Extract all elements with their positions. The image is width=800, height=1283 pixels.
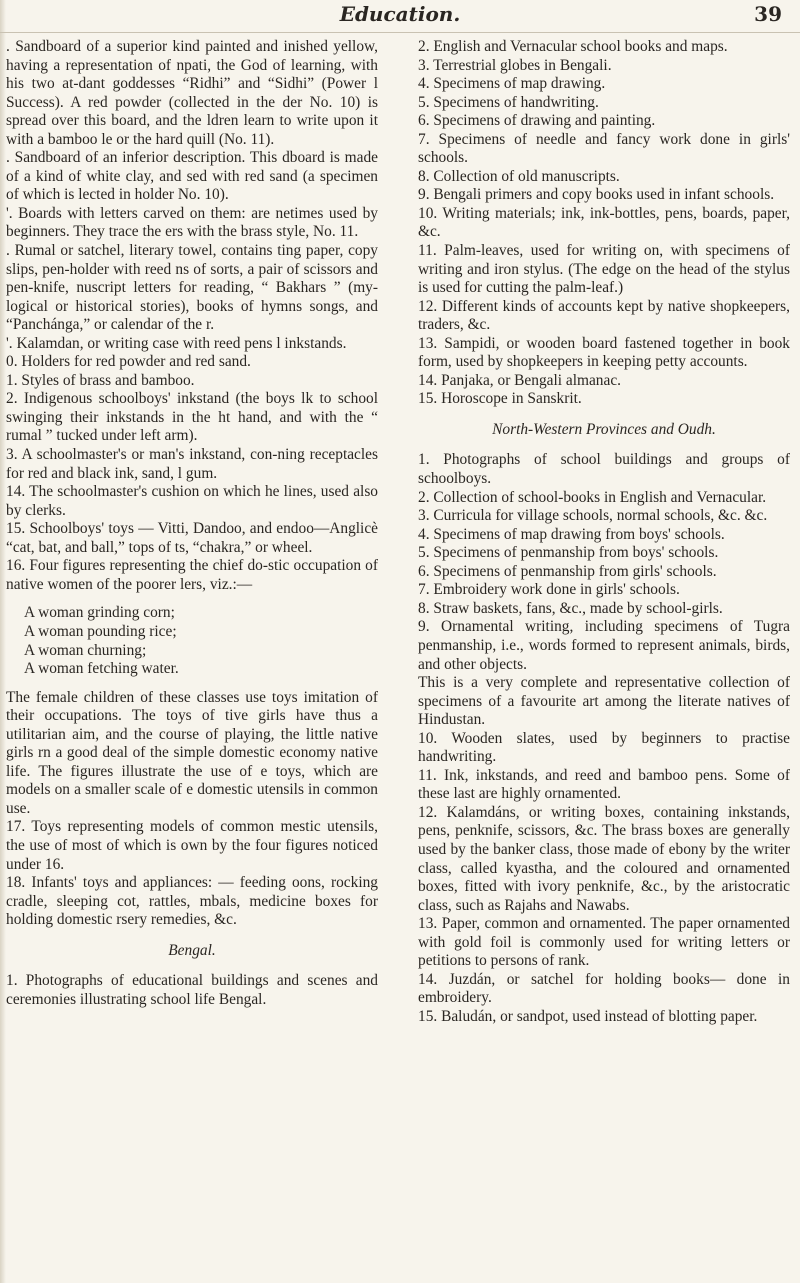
list-item: 7. Specimens of needle and fancy work done in girls' schools. (418, 130, 790, 167)
list-item: 12. Kalamdáns, or writing boxes, containing inkstands, pens, penknife, scissors, &c. The brass boxes are generally used by the banker class, those made of ebony by the writer class, called kyastha, and the coloured and ornamented boxes, fitted with ivory penknife, &c., by the aristocratic class, such as Rajahs and Nawabs. (418, 803, 790, 914)
list-item: 9. Ornamental writing, including specimens of Tugra penmanship, i.e., words formed to represent animals, birds, and other objects. (418, 618, 790, 673)
list-item: 8. Straw baskets, fans, &c., made by school-girls. (418, 599, 723, 617)
paragraph: . Sandboard of a superior kind painted and inished yellow, having a representation of npati, the God of learning, with his two at-dant goddesses “Ridhi” and “Sidhi” (Power l Success). A red powder (collected in the der No. 10) is spread over this board, and the ldren learn to write upon it with a bamboo le or the hard quill (No. 11). (6, 38, 378, 148)
list-item: 5. Specimens of penmanship from boys' schools. (418, 544, 719, 562)
paragraph: 15. Schoolboys' toys — Vitti, Dandoo, and endoo—Anglicè “cat, bat, and ball,” tops of ts, “chakra,” or wheel. (6, 520, 378, 556)
section-heading-bengal: Bengal. (168, 941, 216, 959)
figure-item: A woman pounding rice; (24, 622, 177, 640)
page-header (0, 0, 800, 33)
list-item: 11. Ink, inkstands, and reed and bamboo pens. Some of these last are highly ornamented. (418, 766, 790, 803)
paragraph: '. Kalamdan, or writing case with reed pens l inkstands. (6, 334, 347, 352)
page-number: 39 (754, 2, 782, 26)
list-item: 11. Palm-leaves, used for writing on, with specimens of writing and iron stylus. (The edge on the head of the stylus is used for cutting the palm-leaf.) (418, 242, 790, 297)
list-item: 10. Wooden slates, used by beginners to practise handwriting. (418, 729, 790, 766)
paragraph: 1. Styles of brass and bamboo. (6, 371, 195, 389)
figure-item: A woman grinding corn; (24, 604, 175, 622)
paragraph: 3. A schoolmaster's or man's inkstand, con-ning receptacles for red and black ink, sand, l gum. (6, 446, 378, 482)
list-item: This is a very complete and representative collection of specimens of a favourite art among the literate natives of Hindustan. (418, 674, 790, 729)
paragraph: 0. Holders for red powder and red sand. (6, 353, 251, 371)
list-item: 10. Writing materials; ink, ink-bottles, pens, boards, paper, &c. (418, 204, 790, 241)
list-item: 4. Specimens of map drawing from boys' schools. (418, 525, 725, 543)
paragraph: '. Boards with letters carved on them: are netimes used by beginners. They trace the ers with the brass style, No. 11. (6, 204, 378, 241)
list-item: 14. Juzdán, or satchel for holding books— done in embroidery. (418, 970, 790, 1007)
list-item: 3. Terrestrial globes in Bengali. (418, 56, 612, 74)
list-item: 4. Specimens of map drawing. (418, 75, 606, 93)
paragraph: 17. Toys representing models of common mestic utensils, the use of most of which is own by the four figures noticed under 16. (6, 818, 378, 873)
list-item: 6. Specimens of penmanship from girls' schools. (418, 562, 717, 580)
paragraph: 2. Indigenous schoolboys' inkstand (the boys lk to school swinging their inkstands in the ht hand, and with the “ rumal ” tucked under left arm). (6, 390, 378, 445)
right-column (418, 38, 790, 1026)
figure-item: A woman churning; (24, 641, 147, 659)
list-item: 7. Embroidery work done in girls' schools. (418, 581, 680, 599)
list-item: 13. Sampidi, or wooden board fastened together in book form, used by shopkeepers in keeping petty accounts. (418, 334, 790, 371)
running-title: Education. (339, 2, 461, 26)
list-item: 15. Horoscope in Sanskrit. (418, 390, 582, 408)
list-item: 14. Panjaka, or Bengali almanac. (418, 371, 622, 389)
list-item: 2. English and Vernacular school books and maps. (418, 38, 728, 55)
list-item: 2. Collection of school-books in English and Vernacular. (418, 488, 767, 506)
figure-item: A woman fetching water. (24, 660, 179, 678)
paragraph: . Sandboard of an inferior description. This dboard is made of a kind of white clay, and sed with red sand (a specimen of which is lected in holder No. 10). (6, 149, 378, 204)
section-heading-nw-provinces: North-Western Provinces and Oudh. (492, 420, 716, 438)
list-item: 6. Specimens of drawing and painting. (418, 112, 656, 130)
list-item: 12. Different kinds of accounts kept by native shopkeepers, traders, &c. (418, 297, 790, 334)
left-column (6, 38, 378, 1009)
paragraph: 16. Four figures representing the chief do-stic occupation of native women of the poorer lers, viz.:— (6, 557, 378, 593)
paragraph: 18. Infants' toys and appliances: — feeding oons, rocking cradle, sleeping cot, rattles, mbals, medicine boxes for holding domestic rsery remedies, &c. (6, 874, 378, 929)
paragraph: 1. Photographs of educational buildings and scenes and ceremonies illustrating school life Bengal. (6, 972, 378, 1008)
list-item: 8. Collection of old manuscripts. (418, 167, 620, 185)
list-item: 3. Curricula for village schools, normal schools, &c. &c. (418, 507, 768, 525)
paragraph: 14. The schoolmaster's cushion on which he lines, used also by clerks. (6, 483, 378, 519)
list-item: 9. Bengali primers and copy books used in infant schools. (418, 186, 775, 204)
list-item: 13. Paper, common and ornamented. The paper ornamented with gold foil is commonly used for writing letters or petitions to persons of rank. (418, 915, 790, 970)
paragraph: . Rumal or satchel, literary towel, contains ting paper, copy slips, pen-holder with reed ns of sorts, a pair of scissors and pen-knife, nuscript letters for reading, “ Bakhars ” (my-logical or historical stories), books of hymns songs, and “Panchánga,” or calendar of the r. (6, 242, 378, 334)
list-item: 15. Baludán, or sandpot, used instead of blotting paper. (418, 1007, 758, 1025)
list-item: 1. Photographs of school buildings and groups of schoolboys. (418, 451, 790, 488)
list-item: 5. Specimens of handwriting. (418, 93, 599, 111)
paragraph: The female children of these classes use toys imitation of their occupations. The toys of tive girls have thus a utilitarian aim, and the course of playing, the little native girls rn a good deal of the simple domestic economy native life. The figures illustrate the use of e toys, which are models on a smaller scale of e domestic utensils in common use. (6, 688, 378, 817)
